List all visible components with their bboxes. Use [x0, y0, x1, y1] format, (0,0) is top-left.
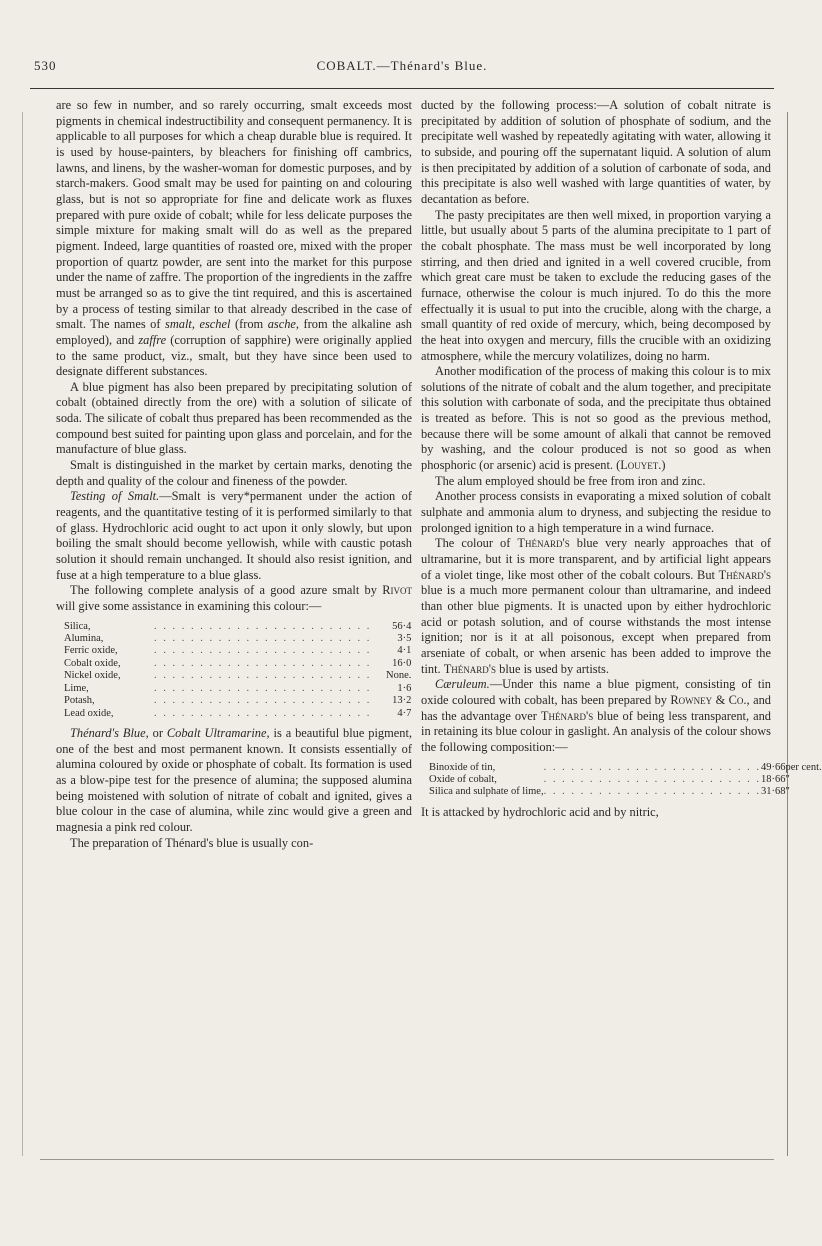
paragraph: Thénard's Blue, or Cobalt Ultramarine, is a beautiful blue pigment, one of the best and most permanent known. It consists essentially of alumina coloured by oxide or phosphate of cobalt. Its formation is used as a blow-pipe test for the presence of alumina; the supposed alumina being moistened with solution of nitrate of cobalt and ignited, gives a blue colour in the case of alumina, while zinc would give a green and magnesia a pink red colour.: [56, 725, 412, 834]
component-name: Lime,: [64, 682, 89, 694]
analysis-row: [64, 658, 411, 670]
left-margin-line: [22, 112, 23, 1156]
bottom-rule: [40, 1159, 774, 1160]
component-name: Silica,: [64, 620, 91, 632]
leader-dots: . . . . . . . . . . . . . . . . . . . . . . . .: [543, 786, 761, 798]
component-name: Alumina,: [64, 633, 104, 645]
paragraph: Another process consists in evaporating a mixed solution of cobalt sulphate and ammonia alum to dryness, and subjecting the residue to prolonged ignition to a high temperature in a wind furnace.: [421, 489, 771, 535]
paragraph: It is attacked by hydrochloric acid and by nitric,: [421, 804, 659, 819]
component-name: Cobalt oxide,: [64, 657, 121, 669]
leader-dots: . . . . . . . . . . . . . . . . . . . . . . . .: [543, 773, 761, 785]
analysis-row: [64, 633, 411, 645]
component-value: 31·68: [760, 786, 786, 798]
component-value: 18·66: [760, 773, 786, 785]
paragraph: The preparation of Thénard's blue is usually con-: [70, 835, 314, 850]
smalt-analysis-table: [64, 621, 411, 720]
component-name: Ferric oxide,: [64, 645, 118, 657]
page-header: [30, 58, 774, 80]
component-value: 3·5: [397, 633, 412, 645]
page-number: 530: [34, 58, 57, 73]
component-name: Potash,: [64, 695, 95, 707]
component-name: Binoxide of tin,: [429, 761, 496, 773]
analysis-row: [64, 670, 411, 682]
component-unit: per cent.: [785, 761, 822, 773]
leader-dots: . . . . . . . . . . . . . . . . . . . . . . . .: [154, 682, 372, 694]
running-title: COBALT.—Thénard's Blue.: [316, 58, 488, 73]
right-column: [421, 98, 822, 820]
component-value: 4·1: [397, 645, 412, 657]
paragraph: are so few in number, and so rarely occurring, smalt exceeds most pigments in chemical indestructibility and consequent permanency. It is applicable to all purposes for which a cheap durable blue is required. It is used by house-painters, by bleachers for finishing off cambrics, lawns, and linens, by the washer-woman for domestic purposes, and by starch-makers. Good smalt may be used for painting on and colouring glass, but is not so appropriate for fine and delicate work as fluxes prepared with pure oxide of cobalt; while for less delicate purposes the simple mixture for making smalt will do as well as the prepared pigment. Indeed, large quantities of roasted ore, mixed with the proper proportion of quartz powder, are sent into the market for this purpose under the name of zaffre. The proportion of the ingredients in the zaffre must be arranged so as to give the tint required, and this is ascertained by a process of testing similar to that already described in the case of smalt. The names of smalt, eschel (from asche, from the alkaline ash employed), and zaffre (corruption of sapphire) were originally applied to the same product, viz., smalt, but they have since been used to designate different substances.: [56, 98, 412, 379]
component-value: 16·0: [392, 657, 412, 669]
caeruleum-analysis-table: [429, 762, 822, 799]
component-value: 4·7: [397, 707, 412, 719]
paragraph: Testing of Smalt.—Smalt is very*permanent under the action of reagents, and the quantitative testing of it is performed similarly to that of glass. Hydrochloric acid ought to act upon it only slowly, but upon boiling the smalt should become yellowish, while with caustic potash solution it should remain unchanged. It should also resist ignition, and fuse at a high temperature to a blue glass.: [56, 489, 412, 582]
header-rule: [30, 88, 774, 89]
paragraph: Another modification of the process of making this colour is to mix solutions of the nitrate of cobalt and the alum together, and precipitate this solution with carbonate of soda, and the precipitate thus obtained is treated as before. This is not so good as the previous method, because there will be some amount of alkali that cannot be removed by washing, and the colour produced is not so good as when phosphoric (or arsenic) acid is present. (Louyet.): [421, 364, 771, 473]
paragraph: A blue pigment has also been prepared by precipitating solution of cobalt (obtained directly from the ore) with a solution of silicate of soda. The silicate of cobalt thus prepared has been recommended as the compound best suited for painting upon glass and porcelain, and for the manufacture of blue glass.: [56, 379, 412, 457]
component-name: Oxide of cobalt,: [429, 773, 497, 785]
leader-dots: . . . . . . . . . . . . . . . . . . . . . . . .: [154, 707, 372, 719]
component-name: Nickel oxide,: [64, 670, 121, 682]
analysis-row: [64, 621, 411, 633]
leader-dots: . . . . . . . . . . . . . . . . . . . . . . . .: [154, 645, 372, 657]
paragraph: The alum employed should be free from iron and zinc.: [435, 473, 706, 488]
component-value: 13·2: [392, 695, 412, 707]
paragraph: The colour of Thénard's blue very nearly approaches that of ultramarine, but it is more transparent, and by artificial light appears of a violet tinge, like most other of the cobalt colours. But Thénard's blue is a much more permanent colour than ultramarine, and indeed than other blue pigments. It is unacted upon by either hydrochloric acid or potash solution, and of course withstands the most intense ignition; nor is it at all poisonous, except when prepared from arseniate of cobalt, or when arsenic has been added to improve the tint. Thénard's blue is used by artists.: [421, 536, 771, 676]
leader-dots: . . . . . . . . . . . . . . . . . . . . . . . .: [154, 620, 372, 632]
component-value: None.: [386, 670, 412, 682]
component-name: Lead oxide,: [64, 707, 114, 719]
component-value: 49·66: [760, 761, 786, 773]
leader-dots: . . . . . . . . . . . . . . . . . . . . . . . .: [154, 695, 372, 707]
paragraph: Cæruleum.—Under this name a blue pigment, consisting of tin oxide coloured with cobalt, has been prepared by Rowney & Co., and has the advantage over Thénard's blue of being less transparent, and in retaining its blue colour in gaslight. An analysis of the colour shows the following composition:—: [421, 677, 771, 754]
leader-dots: . . . . . . . . . . . . . . . . . . . . . . . .: [154, 657, 372, 669]
analysis-row: [429, 786, 822, 798]
component-value: 1·6: [397, 682, 412, 694]
right-margin-line: [787, 112, 788, 1156]
paragraph: The following complete analysis of a good azure smalt by Rivot will give some assistance in examining this colour:—: [56, 583, 412, 613]
component-unit: ": [785, 786, 790, 798]
leader-dots: . . . . . . . . . . . . . . . . . . . . . . . .: [154, 633, 372, 645]
paragraph: The pasty precipitates are then well mixed, in proportion varying a little, but usually about 5 parts of the alumina precipitate to 1 part of the cobalt phosphate. The mass must be well incorporated by long stirring, and then dried and ignited in a well covered crucible, from which great care must be taken to exclude the reducing gases of the furnace, otherwise the colour is much injured. To do this the more effectually it is usual to put into the crucible, along with the charge, a small quantity of red oxide of mercury, which, being decomposed by the heat into oxygen and mercury, fills the crucible with an oxidizing atmosphere, while the mercury volatilizes, doing no harm.: [421, 207, 771, 363]
component-unit: ": [785, 773, 790, 785]
leader-dots: . . . . . . . . . . . . . . . . . . . . . . . .: [154, 670, 372, 682]
leader-dots: . . . . . . . . . . . . . . . . . . . . . . . .: [543, 761, 761, 773]
analysis-row: [429, 762, 822, 774]
paragraph: Smalt is distinguished in the market by certain marks, denoting the depth and quality of the colour and fineness of the powder.: [56, 458, 412, 488]
analysis-row: [64, 645, 411, 657]
analysis-row: [429, 774, 822, 786]
analysis-row: [64, 683, 411, 695]
component-value: 56·4: [392, 620, 412, 632]
left-column: [56, 98, 412, 851]
analysis-row: [64, 708, 411, 720]
paragraph: ducted by the following process:—A solution of cobalt nitrate is precipitated by addition of solution of phosphate of sodium, and the precipitate well washed by repeatedly agitating with water, allowing it to subside, and pouring off the supernatant liquid. A solution of alum is then precipitated by addition of a solution of carbonate of soda, and this precipitate is also well washed with large quantities of water, by decantation as before.: [421, 98, 771, 206]
analysis-row: [64, 695, 411, 707]
component-name: Silica and sulphate of lime,: [429, 786, 544, 798]
